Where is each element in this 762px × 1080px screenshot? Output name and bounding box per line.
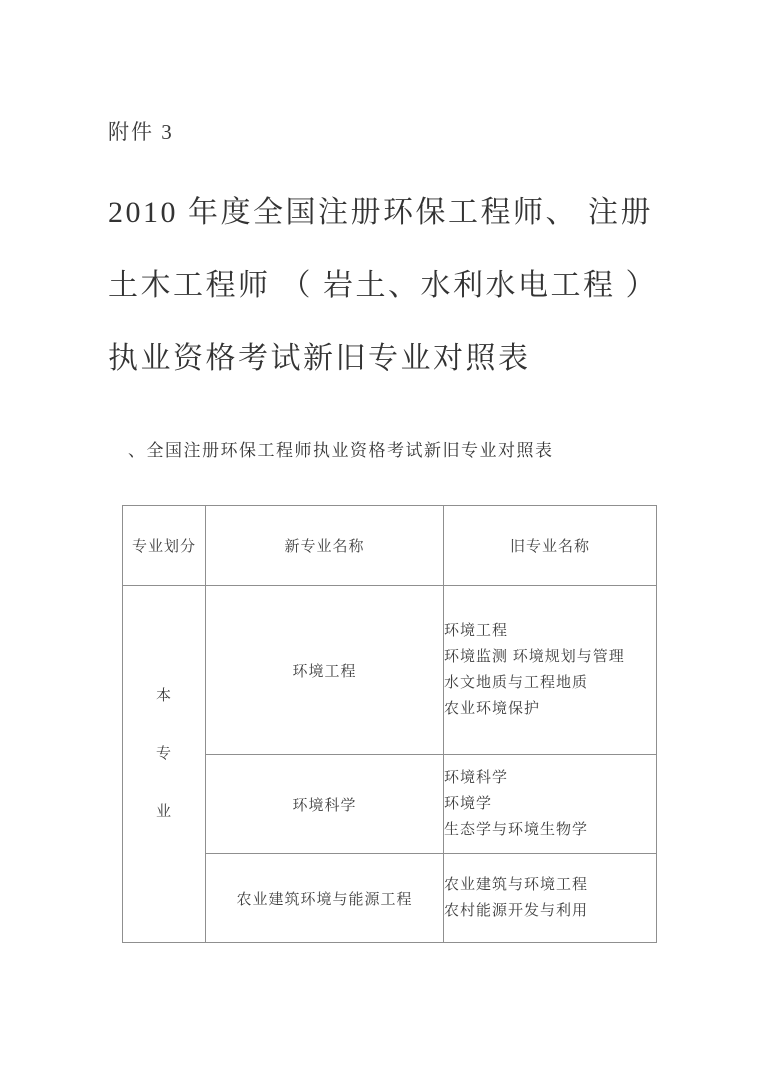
document-title — [108, 176, 688, 395]
new-major-cell: 环境科学 — [206, 755, 444, 854]
old-major-line: 农村能源开发与利用 — [444, 903, 589, 919]
old-major-line: 环境工程 — [444, 623, 509, 639]
table-header-row — [123, 506, 657, 586]
old-major-line: 水文地质与工程地质 — [444, 675, 589, 691]
title-line-2: 土木工程师 （ 岩土、水利水电工程 ） — [108, 269, 658, 302]
header-major-division: 专业划分 — [123, 506, 206, 586]
header-new-major-name: 新专业名称 — [206, 506, 444, 586]
old-major-line: 环境监测 环境规划与管理 — [444, 649, 625, 665]
header-old-major-name: 旧专业名称 — [444, 506, 657, 586]
old-major-cell — [444, 854, 657, 943]
table-caption: 、全国注册环保工程师执业资格考试新旧专业对照表 — [128, 441, 554, 460]
old-major-cell — [444, 586, 657, 755]
category-cell-own-major — [123, 586, 206, 943]
old-major-line: 农业环境保护 — [444, 701, 541, 717]
old-major-cell — [444, 755, 657, 854]
category-char: 本 — [155, 687, 172, 704]
new-major-cell: 环境工程 — [206, 586, 444, 755]
old-major-line: 环境科学 — [444, 770, 509, 786]
title-line-3: 执业资格考试新旧专业对照表 — [108, 342, 531, 375]
old-major-line: 环境学 — [444, 796, 493, 812]
new-major-cell: 农业建筑环境与能源工程 — [206, 854, 444, 943]
category-char: 业 — [155, 803, 172, 820]
major-comparison-table — [122, 505, 657, 943]
category-vertical-text — [123, 684, 205, 821]
title-line-1: 2010 年度全国注册环保工程师、 注册 — [108, 196, 653, 229]
old-major-line: 农业建筑与环境工程 — [444, 877, 589, 893]
category-char: 专 — [155, 745, 172, 762]
table-row — [123, 586, 657, 755]
old-major-line: 生态学与环境生物学 — [444, 822, 589, 838]
attachment-label: 附件 3 — [108, 120, 174, 144]
